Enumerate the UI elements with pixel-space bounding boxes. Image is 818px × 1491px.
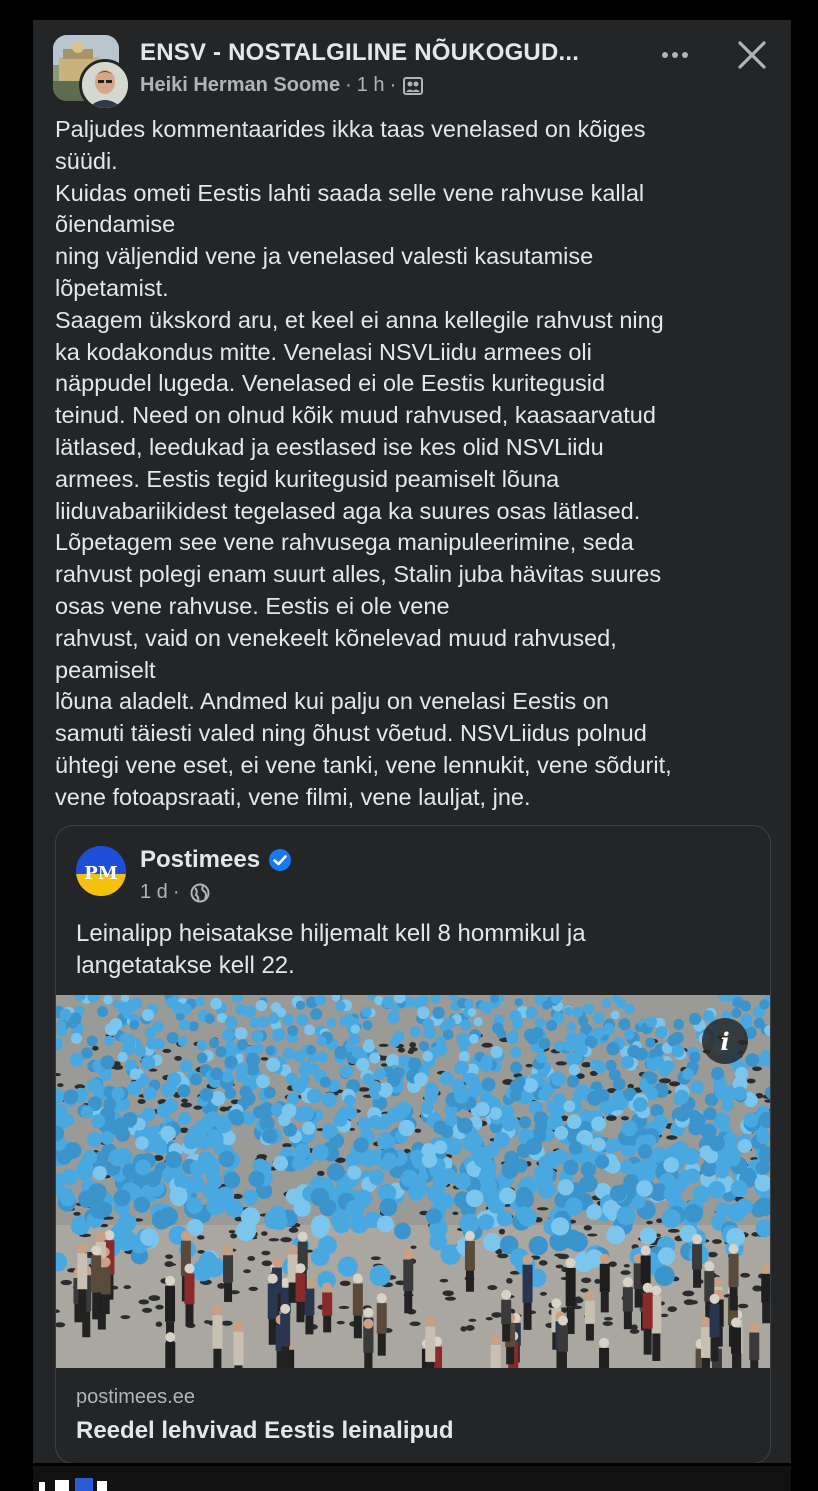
info-icon[interactable]: i xyxy=(702,1018,748,1064)
globe-icon xyxy=(190,883,210,903)
group-members-icon xyxy=(403,77,423,95)
post-time[interactable]: 1 h xyxy=(356,74,385,96)
post-text-line: teinud. Need on olnud kõik muud rahvused, kaasaarvatud xyxy=(55,402,656,429)
shared-text xyxy=(76,918,746,982)
shared-text-line: langetatakse kell 22. xyxy=(76,952,295,979)
post-text-line: lõpetamist. xyxy=(55,274,169,301)
post-text-line: lätlased, leedukad ja eestlased ise kes olid NSVLiidu xyxy=(55,433,604,460)
page-name-row xyxy=(140,846,292,874)
author-avatar[interactable] xyxy=(79,59,131,111)
author-name[interactable]: Heiki Herman Soome xyxy=(140,74,341,96)
post-text-line: Saagem ükskord aru, et keel ei anna kellegile rahvust ning xyxy=(55,306,664,333)
shared-separator: · xyxy=(172,881,180,903)
meta-separator-2: · xyxy=(389,74,397,96)
link-title[interactable]: Reedel lehvivad Eestis leinalipud xyxy=(76,1417,454,1444)
post-text xyxy=(55,114,775,814)
meta-separator: · xyxy=(345,74,352,96)
post-text-line: vene fotoapsraati, vene filmi, vene lauljat, jne. xyxy=(55,783,531,810)
shared-post[interactable] xyxy=(55,825,771,1463)
group-name[interactable]: ENSV - NOSTALGILINE NÕUKOGUD... xyxy=(140,39,580,66)
next-post-edge xyxy=(39,1478,129,1491)
post-text-line: näppudel lugeda. Venelased ei ole Eestis kuritegusid xyxy=(55,370,606,397)
page-logo[interactable] xyxy=(76,846,126,896)
shared-text-line: Leinalipp heisatakse hiljemalt kell 8 hommikul ja xyxy=(76,920,586,947)
post-text-line: ning väljendid vene ja venelased valesti kasutamise xyxy=(55,243,594,270)
post-text-line: ka kodakondus mitte. Venelasi NSVLiidu armees oli xyxy=(55,338,592,365)
post-text-line: Kuidas ometi Eestis lahti saada selle vene rahvuse kallal xyxy=(55,179,645,206)
post-text-line: rahvust polegi enam suurt alles, Stalin juba hävitas suures xyxy=(55,561,662,588)
shared-time[interactable]: 1 d xyxy=(140,881,168,903)
shared-meta xyxy=(140,881,210,904)
link-preview-image[interactable] xyxy=(56,995,771,1368)
post-text-line: süüdi. xyxy=(55,147,118,174)
page-name[interactable]: Postimees xyxy=(140,846,261,873)
post-text-line: Paljudes kommentaarides ikka taas venelased on kõiges xyxy=(55,116,646,142)
link-domain[interactable]: postimees.ee xyxy=(76,1386,195,1408)
post-text-line: ühtegi vene eset, ei vene tanki, vene lennukit, vene sõdurit, xyxy=(55,751,672,778)
verified-badge-icon xyxy=(268,848,292,872)
post-meta xyxy=(140,74,423,97)
post-header xyxy=(33,20,791,110)
next-post-fragment xyxy=(33,1466,791,1491)
post-text-line: õiendamise xyxy=(55,211,176,238)
post-text-line: armees. Eestis tegid kuritegusid peamiselt lõuna xyxy=(55,465,560,492)
post-card xyxy=(33,20,791,1463)
post-text-line: lõuna aladelt. Andmed kui palju on venelasi Eestis on xyxy=(55,688,609,715)
post-text-line: peamiselt xyxy=(55,656,156,683)
close-icon[interactable] xyxy=(735,38,769,72)
post-text-line: osas vene rahvuse. Eestis ei ole vene xyxy=(55,592,450,619)
post-text-line: rahvust, vaid on venekeelt kõnelevad muud rahvused, xyxy=(55,624,617,651)
post-text-line: samuti täiesti valed ning õhust võetud. NSVLiidus polnud xyxy=(55,720,647,747)
post-text-line: Lõpetagem see vene rahvusega manipuleerimine, seda xyxy=(55,529,634,556)
balloons-photo xyxy=(56,995,771,1368)
page-logo-text: PM xyxy=(84,863,118,884)
more-horizontal-icon[interactable] xyxy=(655,40,695,70)
post-text-line: liiduvabariikidest tegelased aga ka suures osas lätlased. xyxy=(55,497,641,524)
